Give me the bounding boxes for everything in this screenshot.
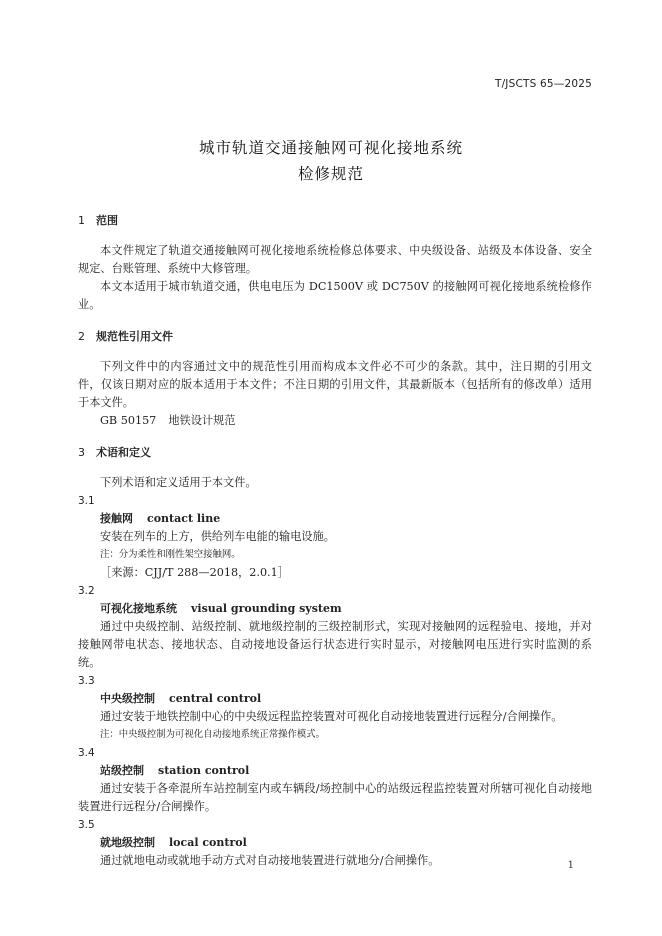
- standard-code: GB 50157: [100, 414, 157, 427]
- section-heading-normative-references: [78, 328, 592, 346]
- section-title: 规范性引用文件: [96, 330, 173, 343]
- term-zh: 中央级控制: [100, 692, 155, 705]
- term-definition: 安装在列车的上方，供给列车电能的输电设施。: [100, 530, 335, 543]
- clause-number: 3.3: [78, 675, 95, 687]
- term-definition: 通过中央级控制、站级控制、就地级控制的三级控制形式，实现对接触网的远程验电、接地，并对接触网带电状态、接地状态、自动接地设备运行状态进行实时显示，对接触网电压进行实时监测的系统。: [78, 620, 592, 669]
- term-source: ［来源：CJJ/T 288—2018，2.0.1］: [100, 566, 289, 579]
- document-body: [78, 212, 592, 870]
- terms-intro: 下列术语和定义适用于本文件。: [100, 476, 257, 489]
- referenced-standard: [78, 412, 592, 430]
- standard-code-header: T/JSCTS 65—2025: [494, 78, 592, 90]
- clause-number: 3.2: [78, 585, 95, 597]
- section-number: 2: [78, 330, 85, 343]
- section-number: 1: [78, 214, 85, 227]
- document-title-line1: 城市轨道交通接触网可视化接地系统: [198, 139, 463, 157]
- section-heading-scope: [78, 212, 592, 230]
- term-note: 注：分为柔性和刚性架空接触网。: [100, 549, 241, 560]
- term-heading: [78, 762, 592, 780]
- scope-paragraph-1: 本文件规定了轨道交通接触网可视化接地系统检修总体要求、中央级设备、站级及本体设备、安全规定、台账管理、系统中大修管理。: [78, 244, 592, 275]
- term-en: station control: [158, 764, 250, 777]
- term-heading: [78, 510, 592, 528]
- clause-number: 3.4: [78, 747, 95, 759]
- term-en: visual grounding system: [191, 602, 342, 615]
- section-title: 术语和定义: [96, 446, 151, 459]
- term-en: local control: [169, 836, 247, 849]
- document-title-line2: 检修规范: [297, 165, 364, 183]
- standard-title: 地铁设计规范: [168, 414, 236, 427]
- references-paragraph: 下列文件中的内容通过文中的规范性引用而构成本文件必不可少的条款。其中，注日期的引用文件，仅该日期对应的版本适用于本文件；不注日期的引用文件，其最新版本（包括所有的修改单）适用于本文件。: [78, 360, 592, 409]
- term-heading: [78, 834, 592, 852]
- term-definition: 通过安装于地铁控制中心的中央级远程监控装置对可视化自动接地装置进行远程分/合闸操作。: [100, 710, 563, 723]
- term-definition: 通过安装于各牵混所车站控制室内或车辆段/场控制中心的站级远程监控装置对所辖可视化自动接地装置进行远程分/合闸操作。: [78, 782, 592, 813]
- scope-paragraph-2: 本文本适用于城市轨道交通，供电电压为 DC1500V 或 DC750V 的接触网可视化接地系统检修作业。: [78, 280, 592, 311]
- term-note: 注：中央级控制为可视化自动接地系统正常操作模式。: [100, 729, 326, 740]
- section-number: 3: [78, 446, 85, 459]
- term-en: contact line: [147, 512, 221, 525]
- term-zh: 可视化接地系统: [100, 602, 177, 615]
- term-heading: [78, 600, 592, 618]
- term-definition: 通过就地电动或就地手动方式对自动接地装置进行就地分/合闸操作。: [100, 854, 440, 867]
- term-zh: 站级控制: [100, 764, 144, 777]
- term-zh: 就地级控制: [100, 836, 155, 849]
- clause-number: 3.1: [78, 495, 95, 507]
- page-number: 1: [567, 860, 574, 871]
- term-en: central control: [169, 692, 262, 705]
- term-zh: 接触网: [100, 512, 133, 525]
- term-heading: [78, 690, 592, 708]
- section-title: 范围: [96, 214, 118, 227]
- section-heading-terms: [78, 444, 592, 462]
- clause-number: 3.5: [78, 819, 95, 831]
